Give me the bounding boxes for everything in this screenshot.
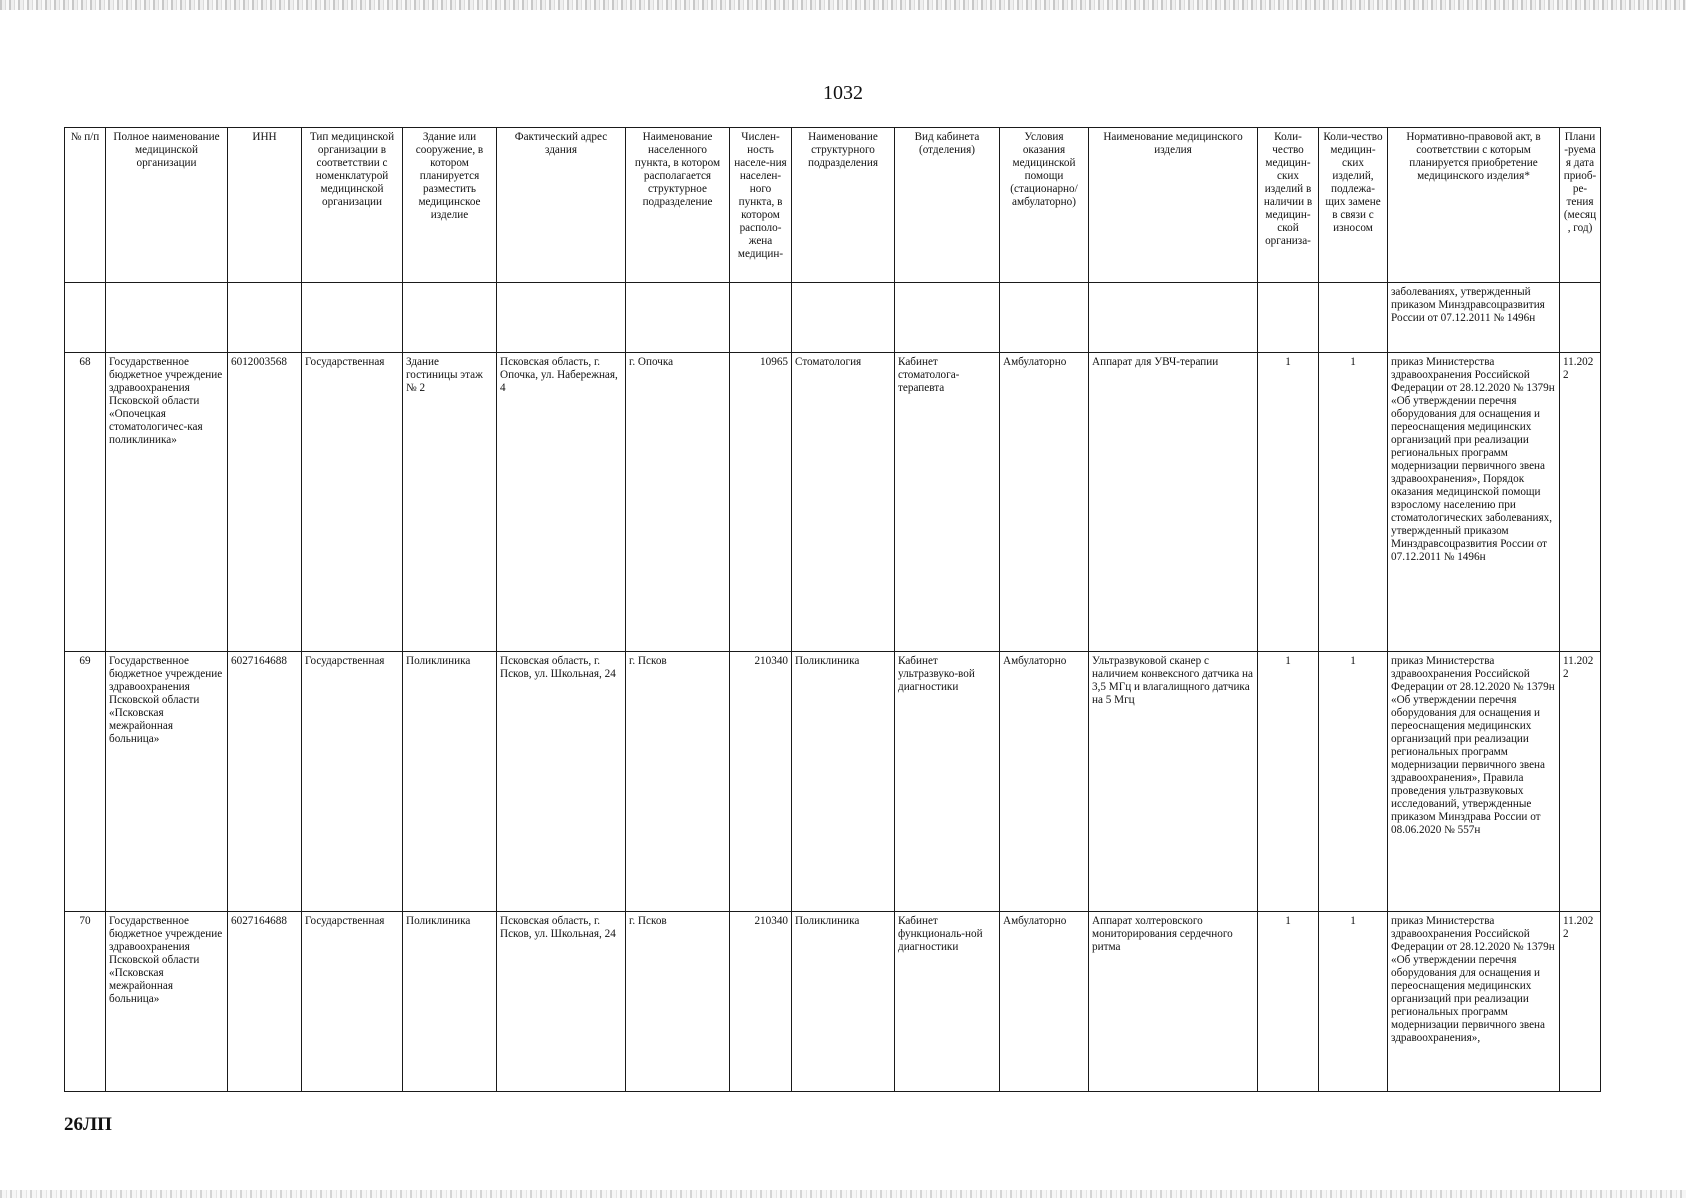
locality-cell: г. Опочка [626, 353, 730, 652]
equipment-table [64, 127, 1601, 1092]
date-cell: 11.2022 [1560, 912, 1601, 1092]
table-row-continuation [65, 283, 1601, 353]
qty-available-cell: 1 [1258, 353, 1319, 652]
act-cell: приказ Министерства здравоохранения Российской Федерации от 28.12.2020 № 1379н «Об утверждении перечня оборудования для оснащения и переоснащения медицинских организаций при реализации региональных программ модернизации первичного звена здравоохранения», Правила проведения ультразвуковых исследований, утвержденные приказом Минздрава России от 08.06.2020 № 557н [1388, 652, 1560, 912]
header-cell: Фактический адрес здания [497, 128, 626, 283]
date-cell: 11.2022 [1560, 353, 1601, 652]
device-cell: Аппарат холтеровского мониторирования сердечного ритма [1089, 912, 1258, 1092]
qty-replace-cell: 1 [1319, 652, 1388, 912]
conditions-cell: Амбулаторно [1000, 912, 1089, 1092]
header-cell: Полное наименование медицинской организации [106, 128, 228, 283]
cabinet-cell: Кабинет функциональ-ной диагностики [895, 912, 1000, 1092]
subdivision-cell: Поликлиника [792, 652, 895, 912]
population-cell: 210340 [730, 652, 792, 912]
qty-available-cell: 1 [1258, 912, 1319, 1092]
header-cell: Плани-руемая дата приоб-ре-тения (месяц, год) [1560, 128, 1601, 283]
conditions-cell: Амбулаторно [1000, 353, 1089, 652]
document-code: 26ЛП [64, 1114, 112, 1135]
header-cell: Коли-чество медицин-ских изделий в наличии в медицин-ской организа- [1258, 128, 1319, 283]
locality-cell: г. Псков [626, 912, 730, 1092]
address-cell: Псковская область, г. Опочка, ул. Набережная, 4 [497, 353, 626, 652]
conditions-cell: Амбулаторно [1000, 652, 1089, 912]
header-cell: Нормативно-правовой акт, в соответствии с которым планируется приобретение медицинского изделия* [1388, 128, 1560, 283]
device-cell: Ультразвуковой сканер с наличием конвексного датчика на 3,5 МГц и влагалищного датчика на 5 Мгц [1089, 652, 1258, 912]
table-header-row [65, 128, 1601, 283]
address-cell: Псковская область, г. Псков, ул. Школьная, 24 [497, 912, 626, 1092]
row-number: 70 [65, 912, 106, 1092]
table-row [65, 652, 1601, 912]
inn-cell: 6027164688 [228, 912, 302, 1092]
header-cell: Вид кабинета (отделения) [895, 128, 1000, 283]
subdivision-cell: Поликлиника [792, 912, 895, 1092]
act-cell: приказ Министерства здравоохранения Российской Федерации от 28.12.2020 № 1379н «Об утверждении перечня оборудования для оснащения и переоснащения медицинских организаций при реализации региональных программ модернизации первичного звена здравоохранения», [1388, 912, 1560, 1092]
table-row [65, 912, 1601, 1092]
device-cell: Аппарат для УВЧ-терапии [1089, 353, 1258, 652]
header-cell: Условия оказания медицинской помощи (стационарно/амбулаторно) [1000, 128, 1089, 283]
org-name-cell: Государственное бюджетное учреждение здравоохранения Псковской области «Опочецкая стоматологичес-кая поликлиника» [106, 353, 228, 652]
page-number: 1032 [823, 82, 863, 104]
org-name-cell: Государственное бюджетное учреждение здравоохранения Псковской области «Псковская межрайонная больница» [106, 652, 228, 912]
inn-cell: 6027164688 [228, 652, 302, 912]
subdivision-cell: Стоматология [792, 353, 895, 652]
org-type-cell: Государственная [302, 652, 403, 912]
org-type-cell: Государственная [302, 912, 403, 1092]
act-cell: приказ Министерства здравоохранения Российской Федерации от 28.12.2020 № 1379н «Об утверждении перечня оборудования для оснащения и переоснащения медицинских организаций при реализации региональных программ модернизации первичного звена здравоохранения», Порядок оказания медицинской помощи взрослому населению при стоматологических заболеваниях, утвержденный приказом Минздравсоцразвития России от 07.12.2011 № 1496н [1388, 353, 1560, 652]
population-cell: 210340 [730, 912, 792, 1092]
row-number: 69 [65, 652, 106, 912]
header-cell: № п/п [65, 128, 106, 283]
header-cell: Коли-чество медицин-ских изделий, подлежа-щих замене в связи с износом [1319, 128, 1388, 283]
building-cell: Поликлиника [403, 652, 497, 912]
header-cell: Наименование населенного пункта, в котором располагается структурное подразделение [626, 128, 730, 283]
qty-replace-cell: 1 [1319, 353, 1388, 652]
header-cell: Здание или сооружение, в котором планируется разместить медицинское изделие [403, 128, 497, 283]
population-cell: 10965 [730, 353, 792, 652]
inn-cell: 6012003568 [228, 353, 302, 652]
row-number: 68 [65, 353, 106, 652]
header-cell: Числен-ность населе-ния населен-ного пункта, в котором располо-жена медицин- [730, 128, 792, 283]
building-cell: Здание гостиницы этаж № 2 [403, 353, 497, 652]
date-cell: 11.2022 [1560, 652, 1601, 912]
building-cell: Поликлиника [403, 912, 497, 1092]
header-cell: Тип медицинской организации в соответствии с номенклатурой медицинской организации [302, 128, 403, 283]
address-cell: Псковская область, г. Псков, ул. Школьная, 24 [497, 652, 626, 912]
scan-edge-top [0, 0, 1686, 10]
org-type-cell: Государственная [302, 353, 403, 652]
org-name-cell: Государственное бюджетное учреждение здравоохранения Псковской области «Псковская межрайонная больница» [106, 912, 228, 1092]
cabinet-cell: Кабинет ультразвуко-вой диагностики [895, 652, 1000, 912]
qty-replace-cell: 1 [1319, 912, 1388, 1092]
header-cell: Наименование медицинского изделия [1089, 128, 1258, 283]
header-cell: ИНН [228, 128, 302, 283]
continuation-act-cell: заболеваниях, утвержденный приказом Минздравсоцразвития России от 07.12.2011 № 1496н [1388, 283, 1560, 353]
scan-edge-bottom [0, 1190, 1686, 1198]
qty-available-cell: 1 [1258, 652, 1319, 912]
header-cell: Наименование структурного подразделения [792, 128, 895, 283]
cabinet-cell: Кабинет стоматолога-терапевта [895, 353, 1000, 652]
table-row [65, 353, 1601, 652]
locality-cell: г. Псков [626, 652, 730, 912]
